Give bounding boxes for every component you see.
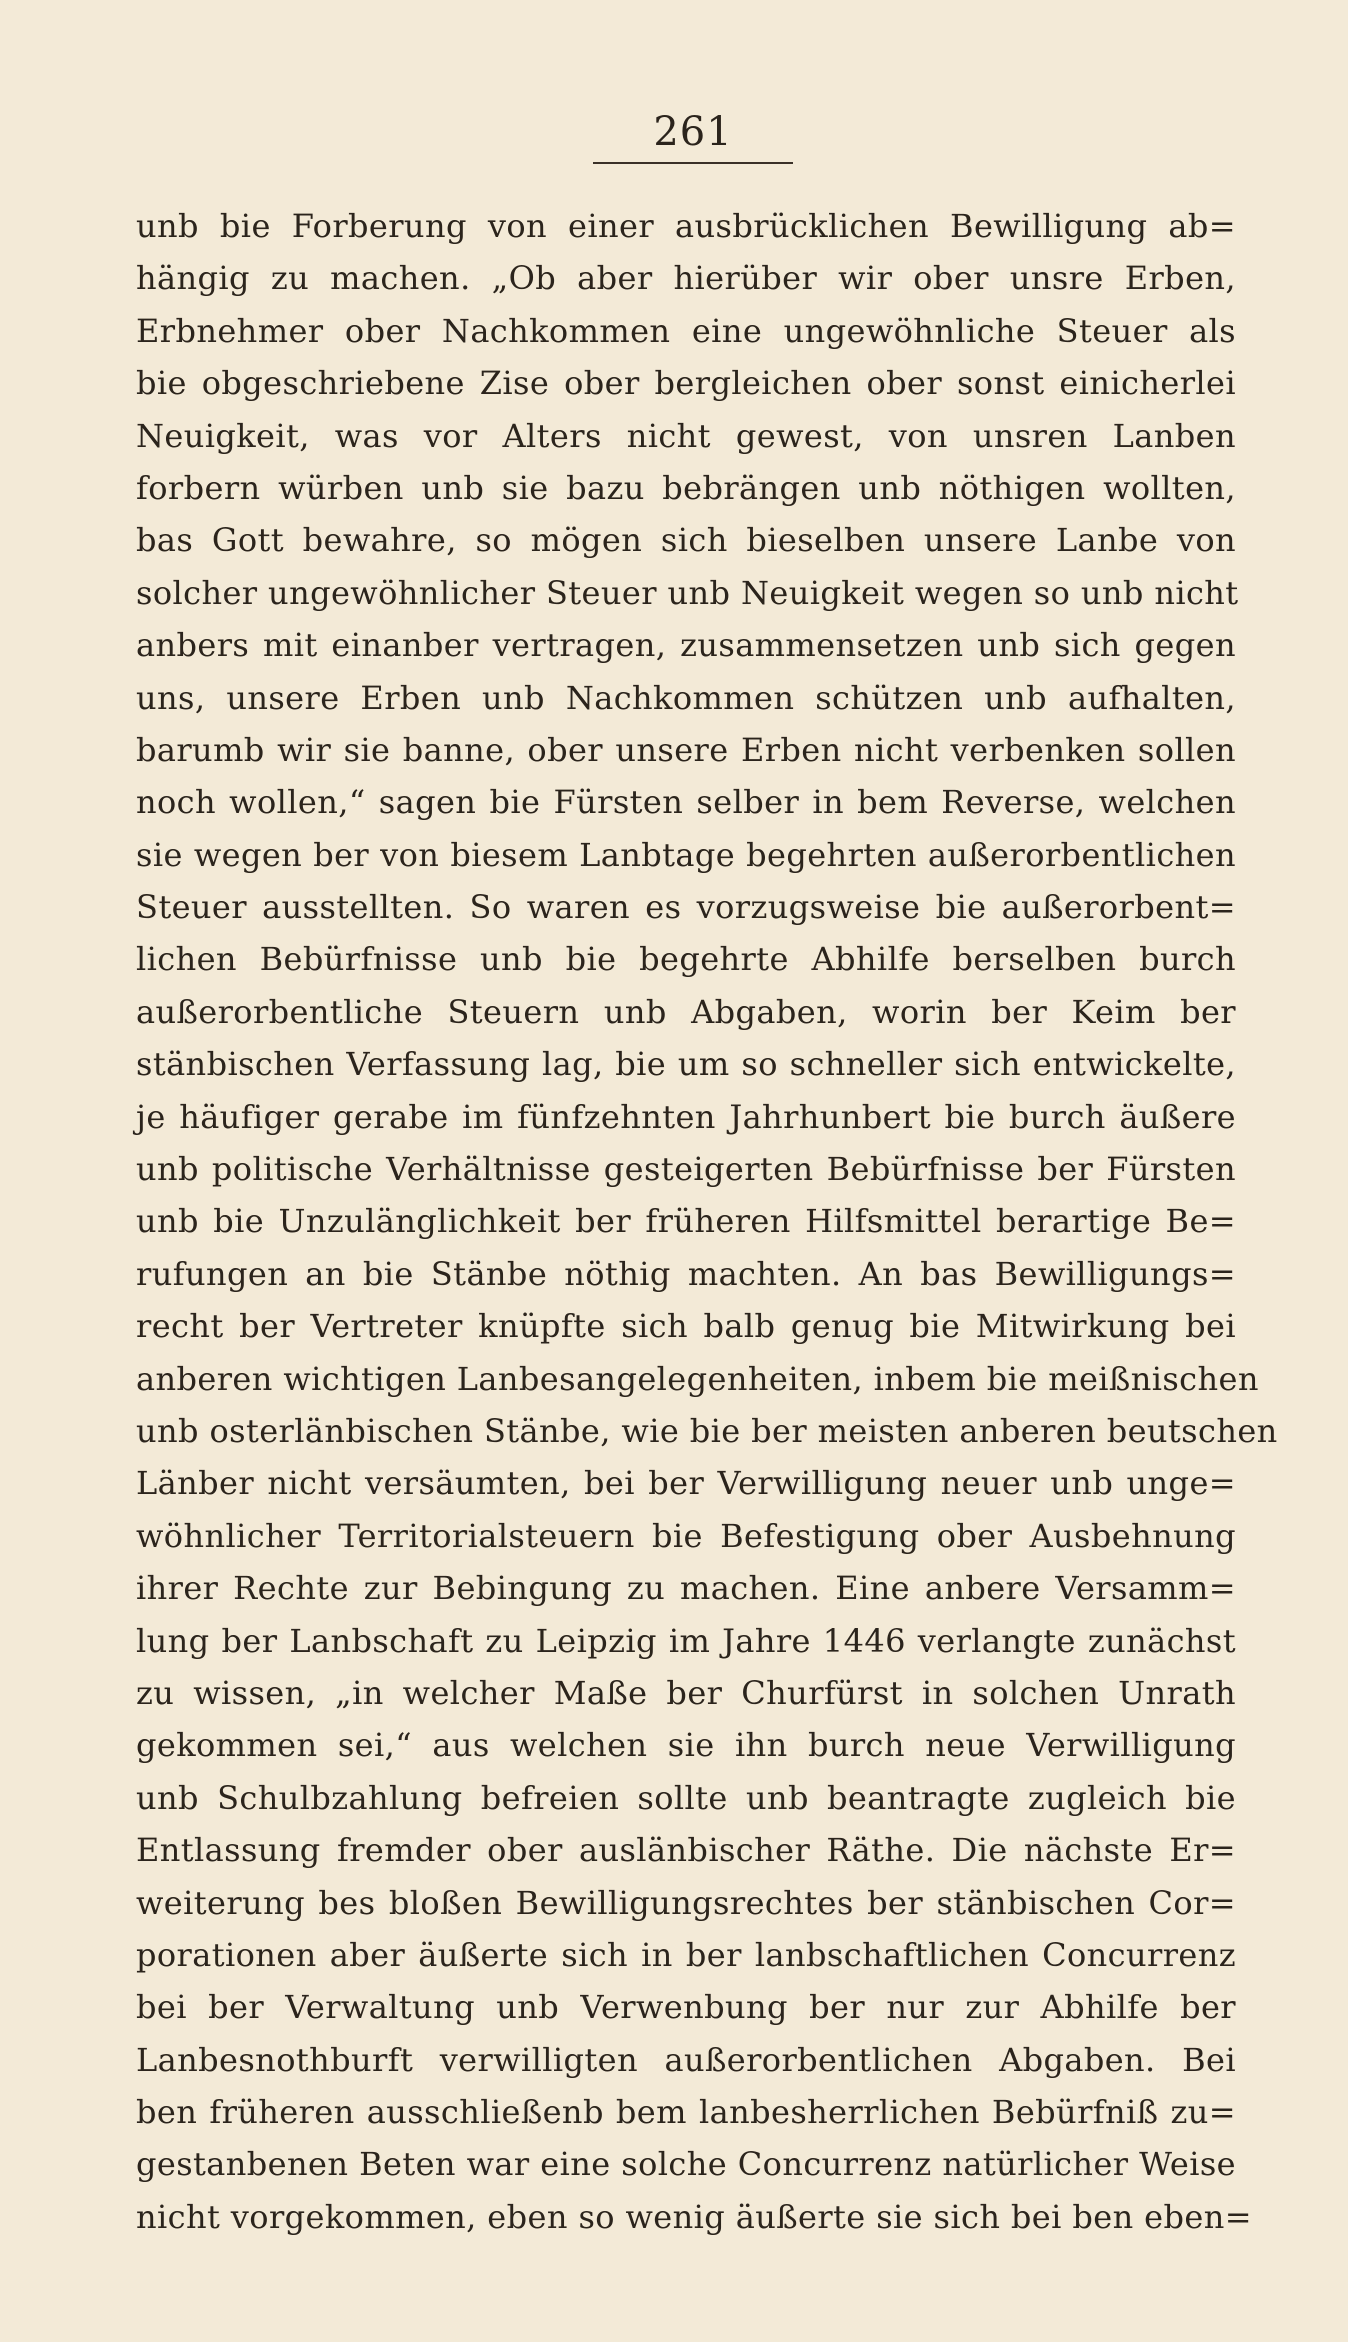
text-line: unb Schulbzahlung befreien sollte unb beantragte zugleich bie (136, 1778, 1236, 1817)
text-line: unb bie Unzulänglichkeit ber früheren Hilfsmittel berartige Be= (136, 1202, 1236, 1241)
text-line: bas Gott bewahre, so mögen sich bieselben unsere Lanbe von (136, 521, 1236, 560)
text-line: Lanbesnothburft verwilligten außerorbentlichen Abgaben. Bei (136, 2040, 1236, 2079)
text-line: hängig zu machen. „Ob aber hierüber wir ober unsre Erben, (136, 259, 1236, 298)
page-number: 261 (653, 109, 733, 155)
text-line: ben früheren ausschließenb bem lanbesherrlichen Bebürfniß zu= (136, 2093, 1236, 2132)
text-line: unb bie Forberung von einer ausbrücklichen Bewilligung ab= (136, 207, 1236, 245)
text-line: gekommen sei,“ aus welchen sie ihn burch neue Verwilligung (136, 1726, 1236, 1765)
text-line: porationen aber äußerte sich in ber lanbschaftlichen Concurrenz (136, 1935, 1236, 1974)
text-line: gestanbenen Beten war eine solche Concurrenz natürlicher Weise (136, 2145, 1236, 2184)
body-text (136, 200, 1278, 2243)
text-line: je häufiger gerabe im fünfzehnten Jahrhunbert bie burch äußere (136, 1097, 1236, 1136)
text-line: noch wollen,“ sagen bie Fürsten selber in bem Reverse, welchen (136, 783, 1236, 822)
text-line: Steuer ausstellten. So waren es vorzugsweise bie außerorbent= (136, 888, 1236, 927)
text-line: lichen Bebürfnisse unb bie begehrte Abhilfe berselben burch (136, 940, 1236, 979)
text-line: barumb wir sie banne, ober unsere Erben nicht verbenken sollen (136, 730, 1236, 769)
text-line: bie obgeschriebene Zise ober bergleichen ober sonst einicherlei (136, 364, 1236, 403)
text-line: anberen wichtigen Lanbesangelegenheiten, inbem bie meißnischen (136, 1359, 1259, 1398)
text-line: solcher ungewöhnlicher Steuer unb Neuigkeit wegen so unb nicht (136, 573, 1239, 612)
text-line: Länber nicht versäumten, bei ber Verwilligung neuer unb unge= (136, 1464, 1236, 1503)
text-line: zu wissen, „in welcher Maße ber Churfürst in solchen Unrath (136, 1673, 1236, 1712)
text-line: lung ber Lanbschaft zu Leipzig im Jahre 1446 verlangte zunächst (136, 1621, 1236, 1660)
text-line: Entlassung fremder ober auslänbischer Räthe. Die nächste Er= (136, 1831, 1236, 1870)
text-line: Neuigkeit, was vor Alters nicht gewest, von unsren Lanben (136, 416, 1236, 455)
text-line: rufungen an bie Stänbe nöthig machten. An bas Bewilligungs= (136, 1254, 1236, 1293)
text-line: unb politische Verhältnisse gesteigerten Bebürfnisse ber Fürsten (136, 1150, 1236, 1189)
text-line: recht ber Vertreter knüpfte sich balb genug bie Mitwirkung bei (136, 1307, 1236, 1346)
text-line: uns, unsere Erben unb Nachkommen schützen unb aufhalten, (136, 678, 1236, 717)
text-line: außerorbentliche Steuern unb Abgaben, worin ber Keim ber (136, 992, 1236, 1031)
text-line: stänbischen Verfassung lag, bie um so schneller sich entwickelte, (136, 1045, 1236, 1084)
text-line: anbers mit einanber vertragen, zusammensetzen unb sich gegen (136, 626, 1236, 665)
text-line: wöhnlicher Territorialsteuern bie Befestigung ober Ausbehnung (136, 1516, 1236, 1555)
text-line: forbern würben unb sie bazu bebrängen unb nöthigen wollten, (136, 468, 1236, 507)
text-line: ihrer Rechte zur Bebingung zu machen. Eine anbere Versamm= (136, 1569, 1236, 1608)
header-rule (593, 162, 793, 164)
text-line: unb osterlänbischen Stänbe, wie bie ber meisten anberen beutschen (136, 1411, 1278, 1450)
text-line: weiterung bes bloßen Bewilligungsrechtes ber stänbischen Cor= (136, 1883, 1236, 1922)
text-line: sie wegen ber von biesem Lanbtage begehrten außerorbentlichen (136, 835, 1236, 874)
text-line: Erbnehmer ober Nachkommen eine ungewöhnliche Steuer als (136, 311, 1236, 350)
text-line: nicht vorgekommen, eben so wenig äußerte sie sich bei ben eben= (136, 2197, 1252, 2236)
text-line: bei ber Verwaltung unb Verwenbung ber nur zur Abhilfe ber (136, 1988, 1236, 2027)
